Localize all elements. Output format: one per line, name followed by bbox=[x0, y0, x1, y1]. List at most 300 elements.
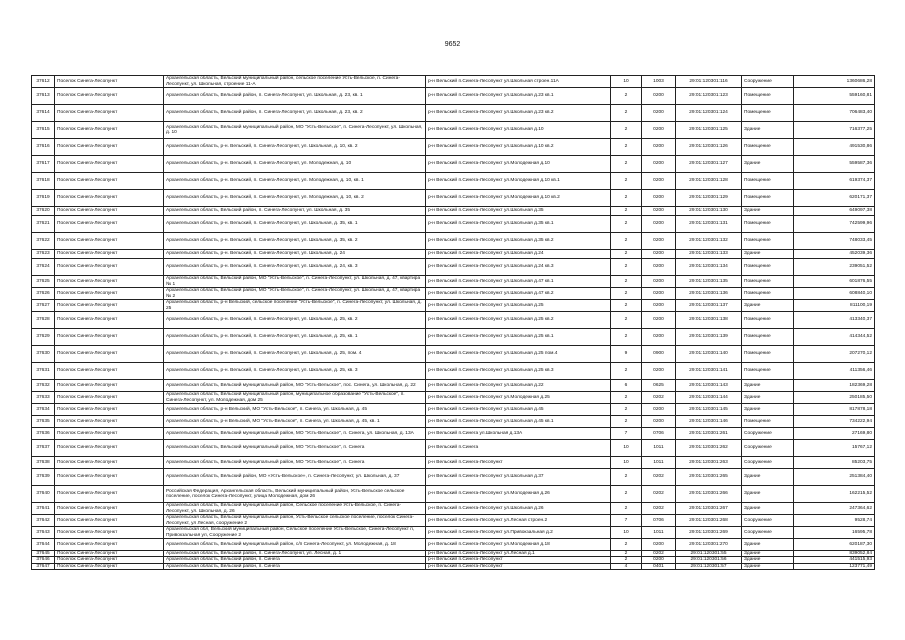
type-code-cell: 0200 bbox=[642, 312, 676, 329]
settlement-cell: Поселок Синега-Лесопункт bbox=[55, 527, 164, 539]
short-address-cell: р-н Вельский п.Синега-Лесопункт ул.Школьная д.23 кв.2 bbox=[426, 105, 611, 122]
short-address-cell: р-н Вельский п.Синега-Лесопункт ул.Школьная д.37 bbox=[426, 469, 611, 486]
category-code-cell: 6 bbox=[611, 380, 642, 392]
object-type-cell: Помещение bbox=[742, 233, 794, 250]
cadastral-number-cell: 29:01:120301:262 bbox=[676, 440, 742, 457]
table-row bbox=[32, 329, 875, 346]
table-row bbox=[32, 469, 875, 486]
settlement-cell: Поселок Синега-Лесопункт bbox=[55, 105, 164, 122]
table-row bbox=[32, 276, 875, 288]
row-number: 37619 bbox=[32, 190, 55, 207]
category-code-cell: 2 bbox=[611, 259, 642, 276]
settlement-cell: Поселок Синега-Лесопункт bbox=[55, 515, 164, 527]
cadastral-value-cell: 491530,86 bbox=[794, 139, 875, 156]
category-code-cell: 4 bbox=[611, 563, 642, 569]
row-number: 37617 bbox=[32, 156, 55, 173]
cadastral-number-cell: 29:01:120301:265 bbox=[676, 469, 742, 486]
settlement-cell: Поселок Синега-Лесопункт bbox=[55, 139, 164, 156]
cadastral-value-cell: 734222,94 bbox=[794, 416, 875, 428]
registry-table bbox=[31, 75, 875, 570]
cadastral-number-cell: 29:01:120301:116 bbox=[676, 76, 742, 88]
table-row bbox=[32, 563, 875, 569]
type-code-cell: 0200 bbox=[642, 216, 676, 233]
cadastral-number-cell: 29:01:120301:131 bbox=[676, 216, 742, 233]
type-code-cell: 0200 bbox=[642, 288, 676, 300]
table-row bbox=[32, 515, 875, 527]
object-type-cell: Здание bbox=[742, 486, 794, 503]
short-address-cell: р-н Вельский п.Синега-Лесопункт ул.Школьная д.25 кв.2 bbox=[426, 312, 611, 329]
cadastral-value-cell: 250185,50 bbox=[794, 392, 875, 404]
row-number: 37613 bbox=[32, 88, 55, 105]
table-row bbox=[32, 259, 875, 276]
category-code-cell: 2 bbox=[611, 105, 642, 122]
type-code-cell: 0200 bbox=[642, 156, 676, 173]
type-code-cell: 0200 bbox=[642, 190, 676, 207]
row-number: 37624 bbox=[32, 259, 55, 276]
table-row bbox=[32, 392, 875, 404]
type-code-cell: 0900 bbox=[642, 346, 676, 363]
settlement-cell: Поселок Синега-Лесопункт bbox=[55, 557, 164, 563]
category-code-cell: 2 bbox=[611, 416, 642, 428]
cadastral-value-cell: 839052,84 bbox=[794, 551, 875, 557]
settlement-cell: Поселок Синега-Лесопункт bbox=[55, 469, 164, 486]
cadastral-number-cell: 29:01:120301:145 bbox=[676, 404, 742, 416]
settlement-cell: Поселок Синега-Лесопункт bbox=[55, 190, 164, 207]
full-address-cell: Архангельская область, Вельский муниципальный район, МО "Усть-Вельское", п. Синега bbox=[164, 440, 426, 457]
row-number: 37631 bbox=[32, 363, 55, 380]
cadastral-value-cell: 239051,52 bbox=[794, 259, 875, 276]
full-address-cell: Архангельская область, Вельский район, МО "Усть-Вельское", п. Синега-Лесопункт, ул. Школьная, д. 47, квартира № 1 bbox=[164, 276, 426, 288]
object-type-cell: Здание bbox=[742, 503, 794, 515]
cadastral-value-cell: 16595,78 bbox=[794, 527, 875, 539]
short-address-cell: р-н Вельский п.Синега-Лесопункт ул.Школьная д.45 кв.1 bbox=[426, 416, 611, 428]
full-address-cell: Архангельская область, Вельский муниципальный район, сельское поселение Усть-Вельское, п. Синега-Лесопункт, ул. Школьная, строение 11-А bbox=[164, 76, 426, 88]
settlement-cell: Поселок Синега-Лесопункт bbox=[55, 300, 164, 312]
settlement-cell: Поселок Синега-Лесопункт bbox=[55, 428, 164, 440]
type-code-cell: 1003 bbox=[642, 76, 676, 88]
full-address-cell: Архангельская область, Вельский муниципальный район, муниципальное образование "Усть-Вельское", п. Синега-Лесопункт, ул. Молодежная, дом 25 bbox=[164, 392, 426, 404]
settlement-cell: Поселок Синега-Лесопункт bbox=[55, 486, 164, 503]
object-type-cell: Помещение bbox=[742, 173, 794, 190]
short-address-cell: р-н Вельский п.Синега-Лесопункт ул.Школьная д.24 bbox=[426, 250, 611, 259]
object-type-cell: Помещение bbox=[742, 416, 794, 428]
object-type-cell: Помещение bbox=[742, 276, 794, 288]
cadastral-value-cell: 748033,45 bbox=[794, 233, 875, 250]
cadastral-number-cell: 29:01:120301:55 bbox=[676, 551, 742, 557]
short-address-cell: р-н Вельский п.Синега-Лесопункт ул.Школьная д.47 кв.1 bbox=[426, 276, 611, 288]
type-code-cell: 0202 bbox=[642, 551, 676, 557]
category-code-cell: 2 bbox=[611, 88, 642, 105]
type-code-cell: 0200 bbox=[642, 259, 676, 276]
row-number: 37621 bbox=[32, 216, 55, 233]
row-number: 37645 bbox=[32, 551, 55, 557]
object-type-cell: Здание bbox=[742, 404, 794, 416]
object-type-cell: Сооружение bbox=[742, 76, 794, 88]
cadastral-number-cell: 29:01:120301:140 bbox=[676, 346, 742, 363]
table-row bbox=[32, 288, 875, 300]
cadastral-value-cell: 207270,12 bbox=[794, 346, 875, 363]
settlement-cell: Поселок Синега-Лесопункт bbox=[55, 551, 164, 557]
object-type-cell: Здание bbox=[742, 207, 794, 216]
cadastral-value-cell: 601876,55 bbox=[794, 276, 875, 288]
object-type-cell: Помещение bbox=[742, 216, 794, 233]
cadastral-number-cell: 29:01:120301:136 bbox=[676, 288, 742, 300]
type-code-cell: 0706 bbox=[642, 515, 676, 527]
category-code-cell: 7 bbox=[611, 428, 642, 440]
cadastral-value-cell: 620171,37 bbox=[794, 190, 875, 207]
row-number: 37639 bbox=[32, 469, 55, 486]
short-address-cell: р-н Вельский п.Синега-Лесопункт ул.Молодежная д.25 bbox=[426, 392, 611, 404]
settlement-cell: Поселок Синега-Лесопункт bbox=[55, 173, 164, 190]
full-address-cell: Архангельская область, р-н. Вельский, п. Синега-Лесопункт, ул. Молодежная, д. 10 bbox=[164, 156, 426, 173]
settlement-cell: Поселок Синега-Лесопункт bbox=[55, 288, 164, 300]
short-address-cell: р-н Вельский п.Синега-Лесопункт ул.Школьная д.25 bbox=[426, 300, 611, 312]
settlement-cell: Поселок Синега-Лесопункт bbox=[55, 346, 164, 363]
cadastral-value-cell: 413340,37 bbox=[794, 312, 875, 329]
settlement-cell: Поселок Синега-Лесопункт bbox=[55, 122, 164, 139]
type-code-cell: 0200 bbox=[642, 88, 676, 105]
cadastral-number-cell: 29:01:120301:139 bbox=[676, 329, 742, 346]
cadastral-value-cell: 742599,96 bbox=[794, 216, 875, 233]
table-row bbox=[32, 76, 875, 88]
row-number: 37630 bbox=[32, 346, 55, 363]
full-address-cell: Архангельская область, р-н. Вельский, п. Синега-Лесопункт, ул. Молодежная, д. 10, кв. 2 bbox=[164, 190, 426, 207]
short-address-cell: р-н Вельский п.Синега-Лесопункт ул.Молодежная д.10 кв.1 bbox=[426, 173, 611, 190]
category-code-cell: 2 bbox=[611, 392, 642, 404]
cadastral-number-cell: 29:01:120301:135 bbox=[676, 276, 742, 288]
full-address-cell: Архангельская область, Вельский район, п. Синега-Лесопункт, ул. Школьная, д. 23, кв. 2 bbox=[164, 105, 426, 122]
object-type-cell: Помещение bbox=[742, 259, 794, 276]
full-address-cell: Архангельская область, Вельский муниципальный район, МО "Усть-Вельское", п. Синега-Лесопункт, ул. Школьная, д. 10 bbox=[164, 122, 426, 139]
cadastral-value-cell: 811100,19 bbox=[794, 300, 875, 312]
row-number: 37612 bbox=[32, 76, 55, 88]
category-code-cell: 2 bbox=[611, 469, 642, 486]
cadastral-number-cell: 29:01:120301:132 bbox=[676, 233, 742, 250]
cadastral-number-cell: 29:01:120301:266 bbox=[676, 486, 742, 503]
cadastral-number-cell: 29:01:120301:270 bbox=[676, 539, 742, 551]
object-type-cell: Помещение bbox=[742, 312, 794, 329]
short-address-cell: р-н Вельский п.Синега-Лесопункт ул.Школьная д.45 bbox=[426, 404, 611, 416]
object-type-cell: Помещение bbox=[742, 105, 794, 122]
type-code-cell: 1011 bbox=[642, 457, 676, 469]
short-address-cell: р-н Вельский п.Синега bbox=[426, 440, 611, 457]
type-code-cell: 0202 bbox=[642, 503, 676, 515]
short-address-cell: р-н Вельский п.Синега-Лесопункт bbox=[426, 457, 611, 469]
row-number: 37616 bbox=[32, 139, 55, 156]
category-code-cell: 2 bbox=[611, 276, 642, 288]
table-row bbox=[32, 312, 875, 329]
registry-body bbox=[32, 76, 875, 570]
cadastral-number-cell: 29:01:120301:263 bbox=[676, 457, 742, 469]
object-type-cell: Здание bbox=[742, 250, 794, 259]
category-code-cell: 2 bbox=[611, 539, 642, 551]
object-type-cell: Помещение bbox=[742, 288, 794, 300]
full-address-cell: Архангельская область, р-н Вельский, сельское поселение "Усть-Вельское", п. Синега-Лесопункт, ул. Школьная, д. 25 bbox=[164, 300, 426, 312]
full-address-cell: Архангельская область, р-н. Вельский, п. Синега-Лесопункт, ул. Школьная, д. 10, кв. 2 bbox=[164, 139, 426, 156]
object-type-cell: Сооружение bbox=[742, 515, 794, 527]
row-number: 37626 bbox=[32, 288, 55, 300]
object-type-cell: Сооружение bbox=[742, 527, 794, 539]
table-row bbox=[32, 380, 875, 392]
type-code-cell: 0200 bbox=[642, 539, 676, 551]
object-type-cell: Здание bbox=[742, 300, 794, 312]
cadastral-value-cell: 15767,12 bbox=[794, 440, 875, 457]
settlement-cell: Поселок Синега-Лесопункт bbox=[55, 380, 164, 392]
cadastral-number-cell: 29:01:120301:130 bbox=[676, 207, 742, 216]
type-code-cell: 0202 bbox=[642, 469, 676, 486]
type-code-cell: 0200 bbox=[642, 105, 676, 122]
full-address-cell: Архангельская область, р-н. Вельский, п. Синега-Лесопункт, ул. Школьная, д. 25, кв. 1 bbox=[164, 329, 426, 346]
full-address-cell: Архангельская область, р-н. Вельский, п. Синега-Лесопункт, ул. Школьная, д. 24 bbox=[164, 250, 426, 259]
full-address-cell: Архангельская область, Вельский муниципальный район, Усть-Вельское сельское поселение, поселок Синега-Лесопункт, ул Лесная, сооружение 2 bbox=[164, 515, 426, 527]
table-row bbox=[32, 173, 875, 190]
cadastral-value-cell: 414344,52 bbox=[794, 329, 875, 346]
category-code-cell: 2 bbox=[611, 363, 642, 380]
cadastral-value-cell: 441515,93 bbox=[794, 557, 875, 563]
cadastral-value-cell: 452039,36 bbox=[794, 250, 875, 259]
table-row bbox=[32, 416, 875, 428]
short-address-cell: р-н Вельский п.Синега-Лесопункт ул.Школьная д.22 bbox=[426, 380, 611, 392]
short-address-cell: р-н Вельский п.Синега-Лесопункт ул.Молодежная д.10 bbox=[426, 156, 611, 173]
type-code-cell: 0200 bbox=[642, 416, 676, 428]
cadastral-value-cell: 251384,40 bbox=[794, 469, 875, 486]
category-code-cell: 2 bbox=[611, 312, 642, 329]
full-address-cell: Архангельская область, Вельский район, МО «Усть-Вельское», п. Синега-Лесопункт, ул. Школьная, д. 37 bbox=[164, 469, 426, 486]
cadastral-number-cell: 29:01:120301:269 bbox=[676, 527, 742, 539]
row-number: 37636 bbox=[32, 428, 55, 440]
table-row bbox=[32, 428, 875, 440]
row-number: 37637 bbox=[32, 440, 55, 457]
cadastral-number-cell: 29:01:120301:137 bbox=[676, 300, 742, 312]
type-code-cell: 0706 bbox=[642, 428, 676, 440]
settlement-cell: Поселок Синега-Лесопункт bbox=[55, 363, 164, 380]
category-code-cell: 2 bbox=[611, 173, 642, 190]
category-code-cell: 2 bbox=[611, 486, 642, 503]
table-row bbox=[32, 503, 875, 515]
type-code-cell: 0200 bbox=[642, 276, 676, 288]
table-row bbox=[32, 346, 875, 363]
row-number: 37625 bbox=[32, 276, 55, 288]
row-number: 37643 bbox=[32, 527, 55, 539]
cadastral-number-cell: 29:01:120301:129 bbox=[676, 190, 742, 207]
cadastral-number-cell: 29:01:120301:268 bbox=[676, 515, 742, 527]
object-type-cell: Здание bbox=[742, 122, 794, 139]
settlement-cell: Поселок Синега-Лесопункт bbox=[55, 233, 164, 250]
settlement-cell: Поселок Синега-Лесопункт bbox=[55, 207, 164, 216]
type-code-cell: 0200 bbox=[642, 173, 676, 190]
table-row bbox=[32, 527, 875, 539]
category-code-cell: 9 bbox=[611, 346, 642, 363]
cadastral-number-cell: 29:01:120301:56 bbox=[676, 557, 742, 563]
short-address-cell: р-н Вельский п.Синега-Лесопункт ул.Школьная д.24 кв.3 bbox=[426, 259, 611, 276]
table-row bbox=[32, 207, 875, 216]
short-address-cell: р-н Вельский п.Синега-Лесопункт ул.Школьная д.25 кв.3 bbox=[426, 363, 611, 380]
cadastral-value-cell: 411356,46 bbox=[794, 363, 875, 380]
row-number: 37615 bbox=[32, 122, 55, 139]
category-code-cell: 10 bbox=[611, 440, 642, 457]
cadastral-number-cell: 29:01:120301:57 bbox=[676, 563, 742, 569]
object-type-cell: Здание bbox=[742, 557, 794, 563]
settlement-cell: Поселок Синега-Лесопункт bbox=[55, 216, 164, 233]
settlement-cell: Поселок Синега-Лесопункт bbox=[55, 539, 164, 551]
row-number: 37634 bbox=[32, 404, 55, 416]
full-address-cell: Архангельская область, Вельский район, п. Синега-Лесопункт, ул. Школьная, д. 23, кв. 1 bbox=[164, 88, 426, 105]
full-address-cell: Архангельская область, Вельский муниципальный район, с/п Синега-Лесопункт, ул. Молодежная, д. 18 bbox=[164, 539, 426, 551]
full-address-cell: Архангельская область, Вельский район, п. Синега bbox=[164, 557, 426, 563]
short-address-cell: р-н Вельский п.Синега-Лесопункт ул.Школьная д.23 кв.1 bbox=[426, 88, 611, 105]
cadastral-value-cell: 182369,28 bbox=[794, 380, 875, 392]
object-type-cell: Помещение bbox=[742, 88, 794, 105]
cadastral-value-cell: 620187,30 bbox=[794, 539, 875, 551]
type-code-cell: 0200 bbox=[642, 233, 676, 250]
cadastral-value-cell: 9528,74 bbox=[794, 515, 875, 527]
cadastral-value-cell: 85203,75 bbox=[794, 457, 875, 469]
type-code-cell: 0200 bbox=[642, 329, 676, 346]
category-code-cell: 2 bbox=[611, 503, 642, 515]
row-number: 37644 bbox=[32, 539, 55, 551]
table-row bbox=[32, 300, 875, 312]
settlement-cell: Поселок Синега-Лесопункт bbox=[55, 563, 164, 569]
cadastral-value-cell: 706483,40 bbox=[794, 105, 875, 122]
table-row bbox=[32, 122, 875, 139]
cadastral-value-cell: 27169,80 bbox=[794, 428, 875, 440]
type-code-cell: 0200 bbox=[642, 404, 676, 416]
cadastral-value-cell: 619374,37 bbox=[794, 173, 875, 190]
cadastral-number-cell: 29:01:120301:127 bbox=[676, 156, 742, 173]
object-type-cell: Сооружение bbox=[742, 457, 794, 469]
type-code-cell: 1011 bbox=[642, 527, 676, 539]
cadastral-number-cell: 29:01:120301:144 bbox=[676, 392, 742, 404]
cadastral-value-cell: 559587,36 bbox=[794, 156, 875, 173]
row-number: 37642 bbox=[32, 515, 55, 527]
cadastral-number-cell: 29:01:120301:124 bbox=[676, 105, 742, 122]
category-code-cell: 2 bbox=[611, 329, 642, 346]
short-address-cell: р-н Вельский п.Синега ул.Школьная д.13А bbox=[426, 428, 611, 440]
object-type-cell: Помещение bbox=[742, 190, 794, 207]
row-number: 37646 bbox=[32, 557, 55, 563]
cadastral-number-cell: 29:01:120301:123 bbox=[676, 88, 742, 105]
settlement-cell: Поселок Синега-Лесопункт bbox=[55, 503, 164, 515]
object-type-cell: Здание bbox=[742, 156, 794, 173]
type-code-cell: 0200 bbox=[642, 207, 676, 216]
settlement-cell: Поселок Синега-Лесопункт bbox=[55, 404, 164, 416]
full-address-cell: Архангельская область, р-н. Вельский, п. Синега-Лесопункт, ул. Молодежная, д. 10, кв. 1 bbox=[164, 173, 426, 190]
row-number: 37633 bbox=[32, 392, 55, 404]
category-code-cell: 2 bbox=[611, 300, 642, 312]
table-row bbox=[32, 156, 875, 173]
settlement-cell: Поселок Синега-Лесопункт bbox=[55, 329, 164, 346]
row-number: 37638 bbox=[32, 457, 55, 469]
object-type-cell: Здание bbox=[742, 539, 794, 551]
object-type-cell: Сооружение bbox=[742, 428, 794, 440]
category-code-cell: 2 bbox=[611, 551, 642, 557]
settlement-cell: Поселок Синега-Лесопункт bbox=[55, 312, 164, 329]
table-row bbox=[32, 190, 875, 207]
table-row bbox=[32, 440, 875, 457]
row-number: 37628 bbox=[32, 312, 55, 329]
cadastral-value-cell: 649097,38 bbox=[794, 207, 875, 216]
table-row bbox=[32, 486, 875, 503]
object-type-cell: Помещение bbox=[742, 139, 794, 156]
object-type-cell: Здание bbox=[742, 563, 794, 569]
full-address-cell: Архангельская область, р-н. Вельский, п. Синега-Лесопункт, ул. Школьная, д. 35, кв. 2 bbox=[164, 233, 426, 250]
object-type-cell: Помещение bbox=[742, 329, 794, 346]
category-code-cell: 2 bbox=[611, 139, 642, 156]
full-address-cell: Архангельская область, Вельский район, МО "Усть-Вельское", п. Синега-Лесопункт, ул. Школьная, д. 47, квартира № 2 bbox=[164, 288, 426, 300]
full-address-cell: Архангельская область, Вельский район, п. Синега bbox=[164, 563, 426, 569]
table-row bbox=[32, 216, 875, 233]
category-code-cell: 2 bbox=[611, 404, 642, 416]
short-address-cell: р-н Вельский п.Синега-Лесопункт bbox=[426, 557, 611, 563]
category-code-cell: 2 bbox=[611, 233, 642, 250]
cadastral-value-cell: 716377,25 bbox=[794, 122, 875, 139]
full-address-cell: Архангельская область, р-н. Вельский, п. Синега-Лесопункт, ул. Школьная, д. 25, кв. 2 bbox=[164, 312, 426, 329]
category-code-cell: 2 bbox=[611, 288, 642, 300]
category-code-cell: 2 bbox=[611, 250, 642, 259]
cadastral-number-cell: 29:01:120301:126 bbox=[676, 139, 742, 156]
type-code-cell: 0200 bbox=[642, 363, 676, 380]
row-number: 37629 bbox=[32, 329, 55, 346]
object-type-cell: Сооружение bbox=[742, 440, 794, 457]
full-address-cell: Архангельская область, Вельский муниципальный район, МО "Усть-Вельское", пос. Синега, ул. Школьная, д. 22 bbox=[164, 380, 426, 392]
row-number: 37632 bbox=[32, 380, 55, 392]
short-address-cell: р-н Вельский п.Синега-Лесопункт ул.Лесная д.1 bbox=[426, 551, 611, 557]
table-row bbox=[32, 404, 875, 416]
row-number: 37614 bbox=[32, 105, 55, 122]
settlement-cell: Поселок Синега-Лесопункт bbox=[55, 88, 164, 105]
type-code-cell: 0200 bbox=[642, 250, 676, 259]
full-address-cell: Архангельская область, Вельский район, п. Синега-Лесопункт, ул. Школьная, д. 35 bbox=[164, 207, 426, 216]
cadastral-number-cell: 29:01:120301:128 bbox=[676, 173, 742, 190]
full-address-cell: Архангельская область, Вельский муниципальный район, МО "Усть-Вельское", п. Синега, ул. Школьная, д. 13А bbox=[164, 428, 426, 440]
type-code-cell: 0202 bbox=[642, 392, 676, 404]
settlement-cell: Поселок Синега-Лесопункт bbox=[55, 250, 164, 259]
short-address-cell: р-н Вельский п.Синега-Лесопункт ул.Школьная д.10 bbox=[426, 122, 611, 139]
type-code-cell: 0200 bbox=[642, 300, 676, 312]
full-address-cell: Архангельская область, р-н. Вельский, п. Синега-Лесопункт, ул. Школьная, д. 25, пом. 4 bbox=[164, 346, 426, 363]
table-row bbox=[32, 457, 875, 469]
settlement-cell: Поселок Синега-Лесопункт bbox=[55, 276, 164, 288]
type-code-cell: 0200 bbox=[642, 122, 676, 139]
category-code-cell: 10 bbox=[611, 527, 642, 539]
cadastral-number-cell: 29:01:120301:134 bbox=[676, 259, 742, 276]
category-code-cell: 2 bbox=[611, 156, 642, 173]
row-number: 37622 bbox=[32, 233, 55, 250]
type-code-cell: 0200 bbox=[642, 557, 676, 563]
row-number: 37647 bbox=[32, 563, 55, 569]
cadastral-number-cell: 29:01:120301:143 bbox=[676, 380, 742, 392]
table-row bbox=[32, 88, 875, 105]
cadastral-value-cell: 559160,81 bbox=[794, 88, 875, 105]
full-address-cell: Российская Федерация, Архангельская область, Вельский муниципальный район, Усть-Вельское сельское поселение, поселок Синега-Лесопункт, улица Молодежная, дом 26 bbox=[164, 486, 426, 503]
table-row bbox=[32, 250, 875, 259]
row-number: 37618 bbox=[32, 173, 55, 190]
row-number: 37640 bbox=[32, 486, 55, 503]
settlement-cell: Поселок Синега-Лесопункт bbox=[55, 259, 164, 276]
short-address-cell: р-н Вельский п.Синега-Лесопункт ул.Лесная строен.2 bbox=[426, 515, 611, 527]
cadastral-value-cell: 162215,52 bbox=[794, 486, 875, 503]
cadastral-number-cell: 29:01:120301:125 bbox=[676, 122, 742, 139]
cadastral-number-cell: 29:01:120301:146 bbox=[676, 416, 742, 428]
page-number: 9652 bbox=[444, 41, 461, 48]
type-code-cell: 0200 bbox=[642, 139, 676, 156]
type-code-cell: 0625 bbox=[642, 380, 676, 392]
cadastral-number-cell: 29:01:120301:267 bbox=[676, 503, 742, 515]
short-address-cell: р-н Вельский п.Синега-Лесопункт bbox=[426, 563, 611, 569]
cadastral-number-cell: 29:01:120301:261 bbox=[676, 428, 742, 440]
cadastral-value-cell: 817878,18 bbox=[794, 404, 875, 416]
object-type-cell: Здание bbox=[742, 392, 794, 404]
